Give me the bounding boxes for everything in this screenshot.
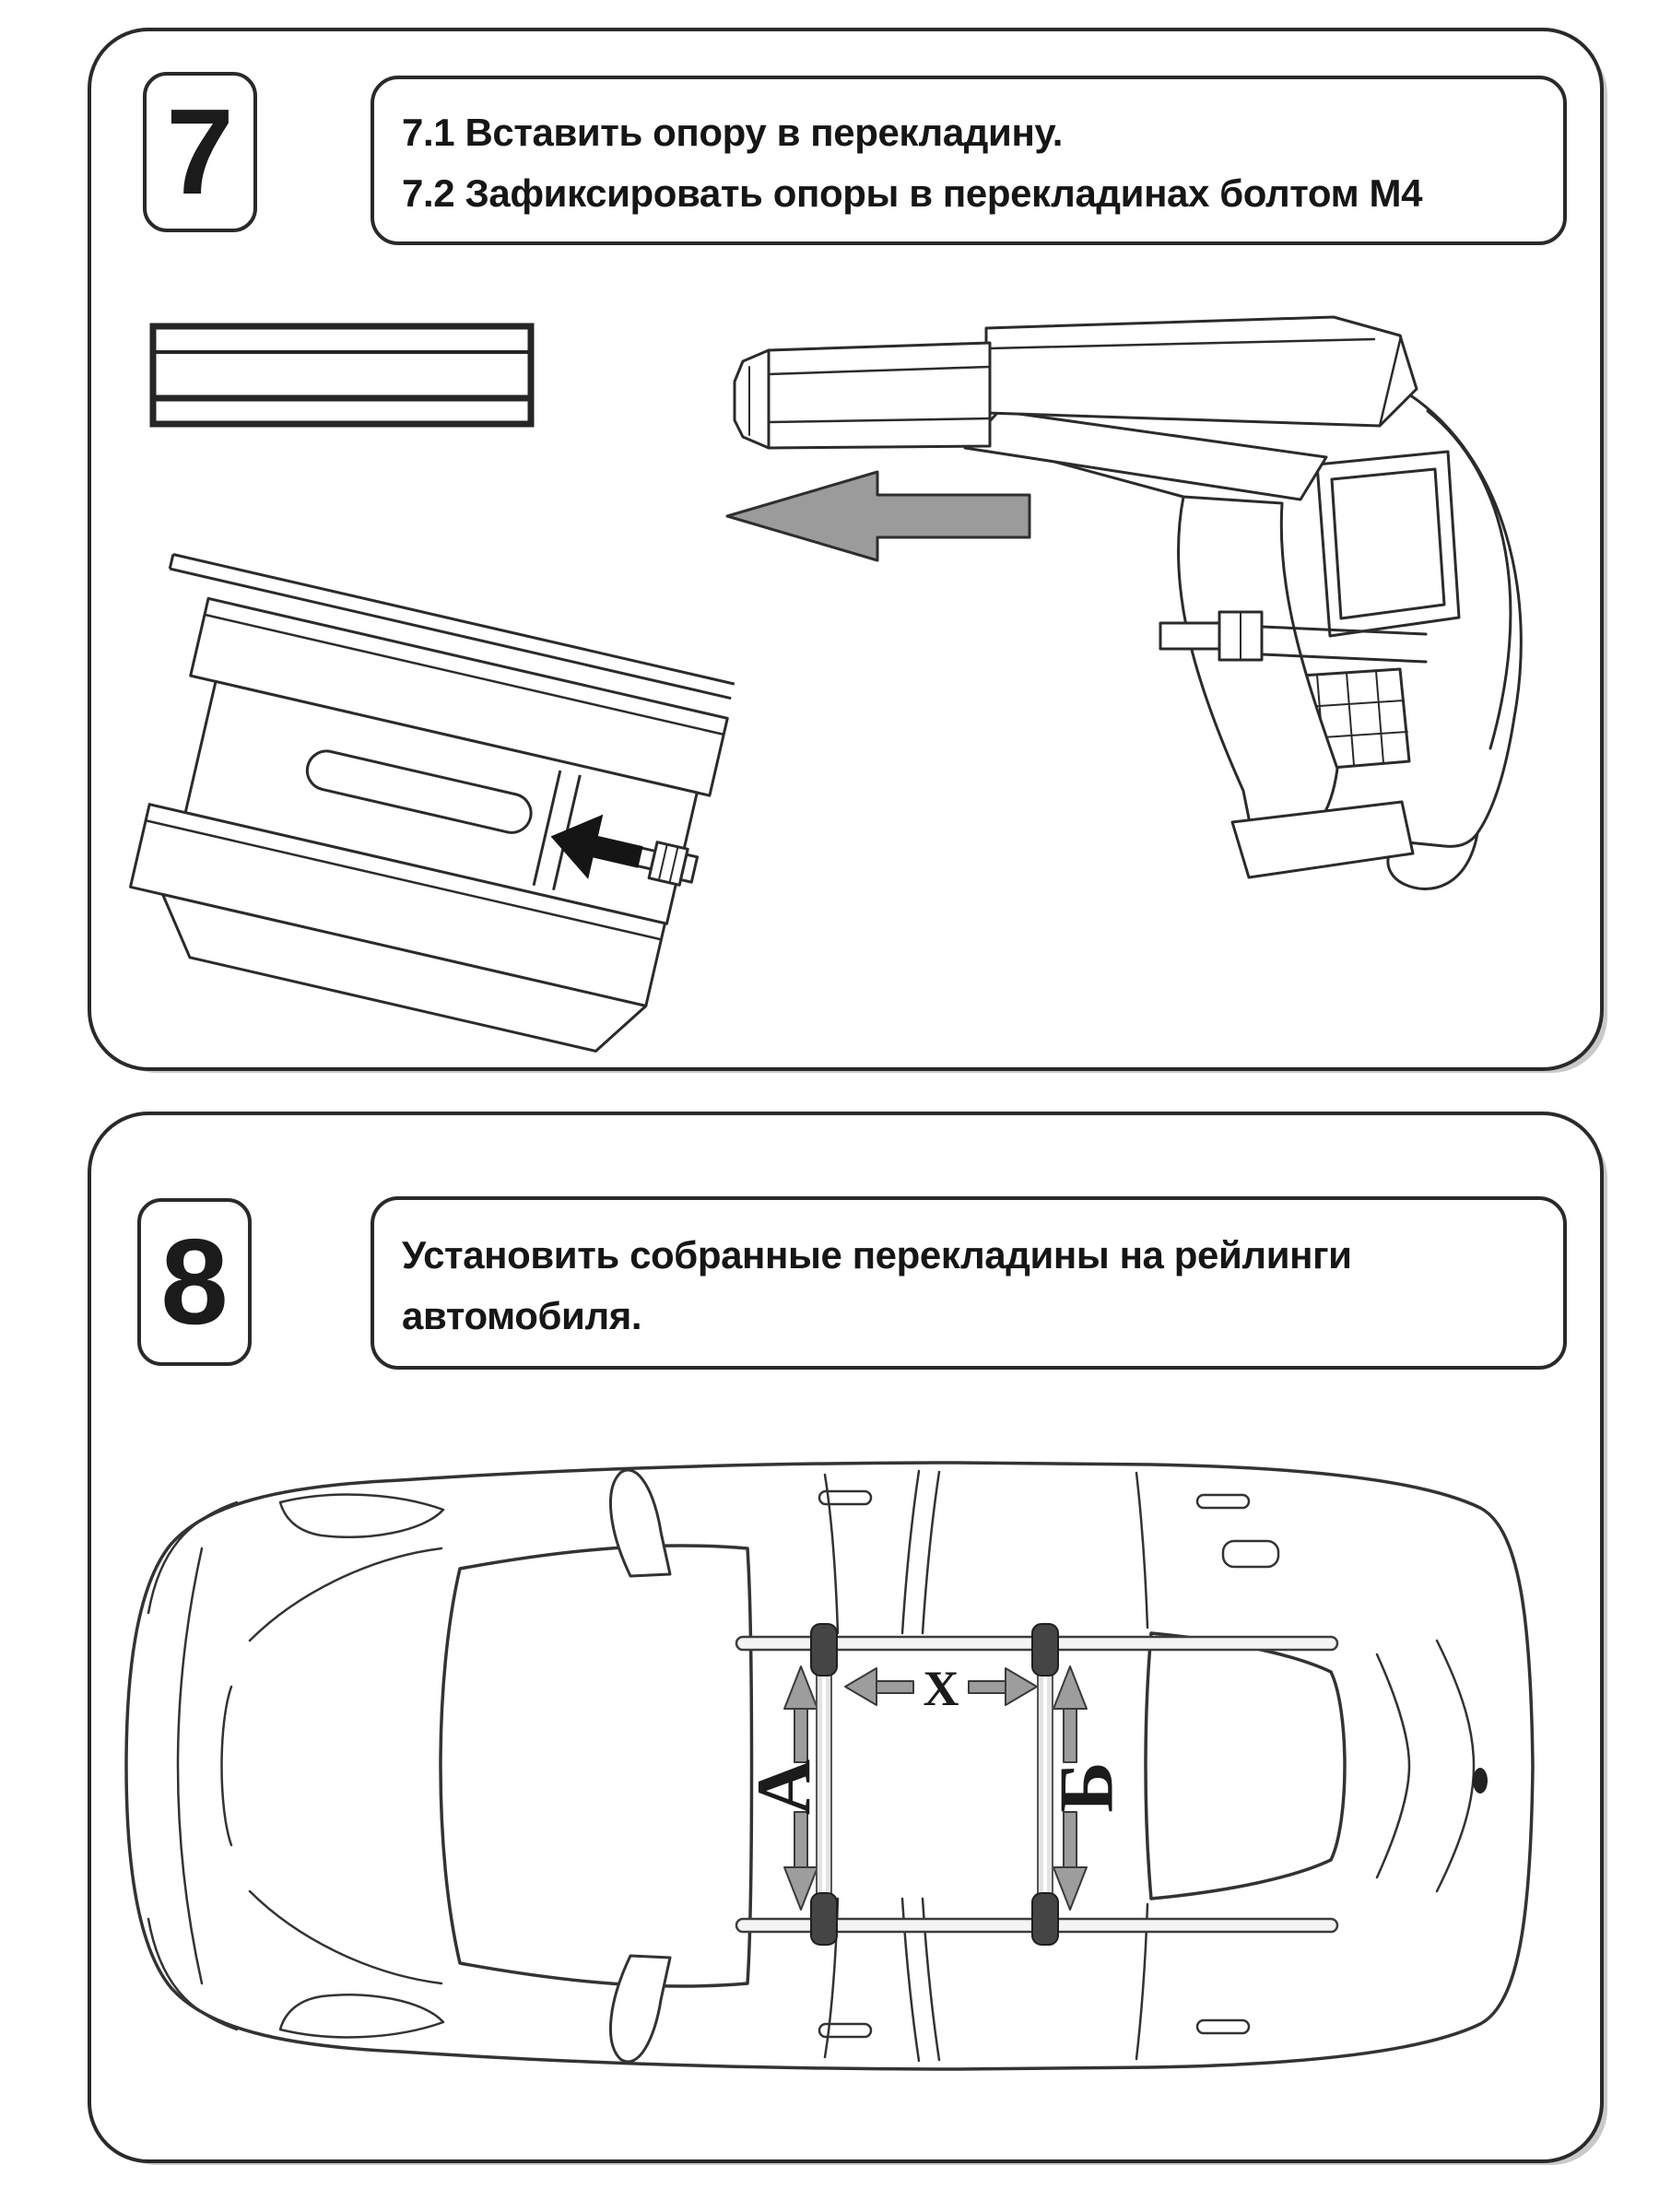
step-8-panel [88,1112,1604,2163]
step-7-number: 7 [166,84,234,219]
windshield [441,1546,752,1986]
step-7-panel [88,28,1604,1071]
label-bar-distance: X [923,1661,959,1716]
step-7-illustration [91,31,1600,1067]
crossbar-profile-drawing [153,326,531,424]
insert-direction-arrow-icon [727,472,1030,560]
label-rear-bar: Б [1043,1761,1130,1813]
step-8-number: 8 [160,1214,229,1349]
step-8-instruction-line-2: автомобиля. [402,1294,642,1337]
crossbar-front-cap-bottom [811,1893,837,1945]
crossbar-rear-cap-bottom [1032,1893,1058,1945]
trunk-lock-detail [1473,1768,1488,1794]
rear-window [1146,1633,1345,1899]
car-top-view-drawing [91,1115,1600,2159]
crossbar-rear-cap-top [1032,1624,1058,1676]
bolt-detail-drawing [91,555,737,1064]
step-8-instruction-line-1: Установить собранные перекладины на рейлинги [402,1233,1352,1277]
label-front-bar: А [741,1759,828,1816]
support-foot-drawing [735,317,1521,888]
step-7-instruction-line-2: 7.2 Зафиксировать опоры в перекладинах болтом М4 [402,171,1423,215]
crossbar-front-cap-top [811,1624,837,1676]
step-7-instruction-line-1: 7.1 Вставить опору в перекладину. [402,111,1063,154]
